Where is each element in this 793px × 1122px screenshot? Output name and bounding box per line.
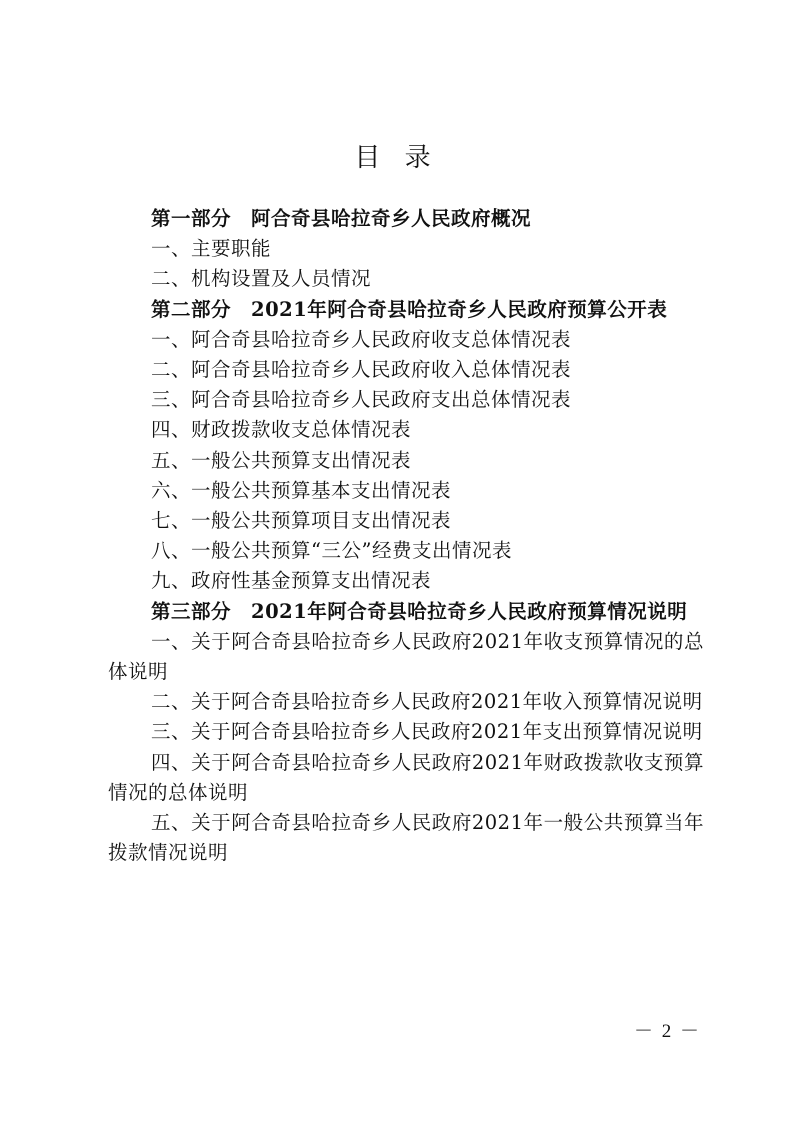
toc-item[interactable]: 三、关于阿合奇县哈拉奇乡人民政府2021年支出预算情况说明 <box>151 720 703 744</box>
part1-heading[interactable]: 第一部分 阿合奇县哈拉奇乡人民政府概况 <box>151 207 532 230</box>
toc-item[interactable]: 二、机构设置及人员情况 <box>151 267 372 291</box>
toc-item[interactable]: 九、政府性基金预算支出情况表 <box>151 569 432 593</box>
toc-item[interactable]: 一、阿合奇县哈拉奇乡人民政府收支总体情况表 <box>151 327 572 351</box>
toc-item[interactable]: 二、阿合奇县哈拉奇乡人民政府收入总体情况表 <box>151 358 572 382</box>
toc-item[interactable]: 一、主要职能 <box>151 237 272 261</box>
toc-item[interactable]: 四、财政拨款收支总体情况表 <box>151 418 412 442</box>
toc-title: 目 录 <box>354 143 439 173</box>
toc-item[interactable]: 七、一般公共预算项目支出情况表 <box>151 509 452 533</box>
page-number: － 2 － <box>633 1021 701 1042</box>
part2-heading[interactable]: 第二部分 2021年阿合奇县哈拉奇乡人民政府预算公开表 <box>151 297 668 321</box>
toc-item[interactable]: 五、一般公共预算支出情况表 <box>151 448 412 472</box>
toc-item[interactable]: 四、关于阿合奇县哈拉奇乡人民政府2021年财政拨款收支预算情况的总体说明 <box>108 750 704 804</box>
toc-item[interactable]: 二、关于阿合奇县哈拉奇乡人民政府2021年收入预算情况说明 <box>151 690 703 714</box>
toc-item[interactable]: 一、关于阿合奇县哈拉奇乡人民政府2021年收支预算情况的总体说明 <box>108 629 704 684</box>
toc-item[interactable]: 八、一般公共预算“三公”经费支出情况表 <box>151 539 512 563</box>
part3-heading[interactable]: 第三部分 2021年阿合奇县哈拉奇乡人民政府预算情况说明 <box>151 599 688 623</box>
toc-item[interactable]: 三、阿合奇县哈拉奇乡人民政府支出总体情况表 <box>151 388 572 412</box>
toc-item[interactable]: 六、一般公共预算基本支出情况表 <box>151 478 452 502</box>
table-of-contents <box>108 204 704 868</box>
toc-item[interactable]: 五、关于阿合奇县哈拉奇乡人民政府2021年一般公共预算当年拨款情况说明 <box>108 811 704 865</box>
